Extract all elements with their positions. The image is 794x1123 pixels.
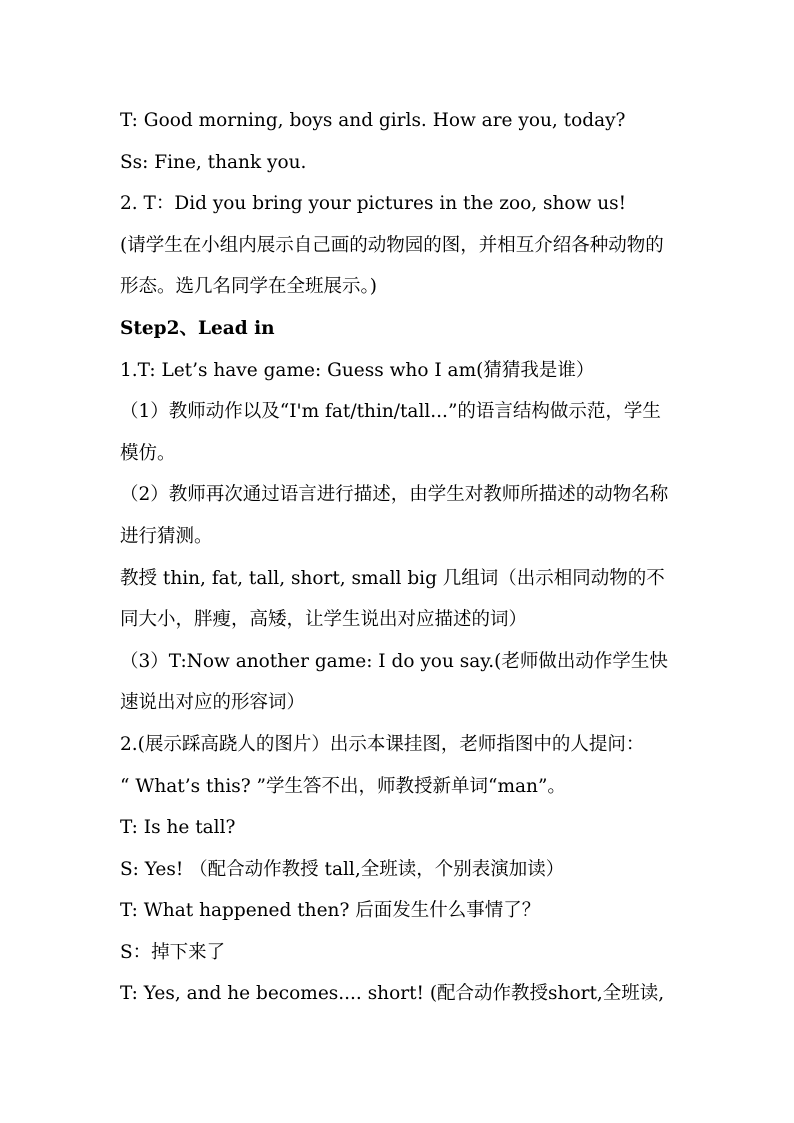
activity-line: （3）T:Now another game: I do you say.(老师做出动作学生快 bbox=[120, 650, 668, 672]
activity-line: （1）教师动作以及“I'm fat/thin/tall...”的语言结构做示范，学生 bbox=[120, 401, 661, 423]
activity-line: （2）教师再次通过语言进行描述，由学生对教师所描述的动物名称 bbox=[120, 484, 669, 506]
dialogue-line: T: What happened then? 后面发生什么事情了？ bbox=[120, 900, 541, 922]
document-page bbox=[120, 100, 680, 1015]
dialogue-line: S：掉下来了 bbox=[120, 941, 226, 963]
activity-line: 进行猜测。 bbox=[120, 525, 213, 547]
dialogue-greeting-line: T: Good morning, boys and girls. How are you, today? bbox=[120, 110, 626, 131]
dialogue-line: T: Is he tall? bbox=[120, 817, 236, 839]
dialogue-pictures-line: 2. T：Did you bring your pictures in the zoo, show us! bbox=[120, 193, 627, 215]
vocabulary-line: 同大小，胖瘦，高矮，让学生说出对应描述的词） bbox=[120, 609, 528, 631]
dialogue-line: S: Yes! （配合动作教授 tall,全班读，个别表演加读） bbox=[120, 858, 565, 880]
vocabulary-line: 教授 thin, fat, tall, short, small big 几组词（出示相同动物的不 bbox=[120, 567, 665, 589]
dialogue-response-line: Ss: Fine, thank you. bbox=[120, 151, 307, 173]
instruction-line: 形态。选几名同学在全班展示。) bbox=[120, 276, 377, 298]
activity-line: 速说出对应的形容词） bbox=[120, 692, 306, 714]
activity-line: 1.T: Let’s have game: Guess who I am(猜猜我是谁） bbox=[120, 359, 595, 381]
section-heading: Step2、Lead in bbox=[120, 317, 275, 339]
activity-line: “ What’s this? ”学生答不出，师教授新单词“man”。 bbox=[120, 775, 566, 797]
activity-line: 2.(展示踩高跷人的图片）出示本课挂图，老师指图中的人提问： bbox=[120, 733, 645, 755]
instruction-line: (请学生在小组内展示自己画的动物园的图，并相互介绍各种动物的 bbox=[120, 234, 664, 256]
dialogue-line: T: Yes, and he becomes.... short! (配合动作教授short,全班读, bbox=[120, 983, 665, 1005]
activity-line: 模仿。 bbox=[120, 442, 176, 464]
